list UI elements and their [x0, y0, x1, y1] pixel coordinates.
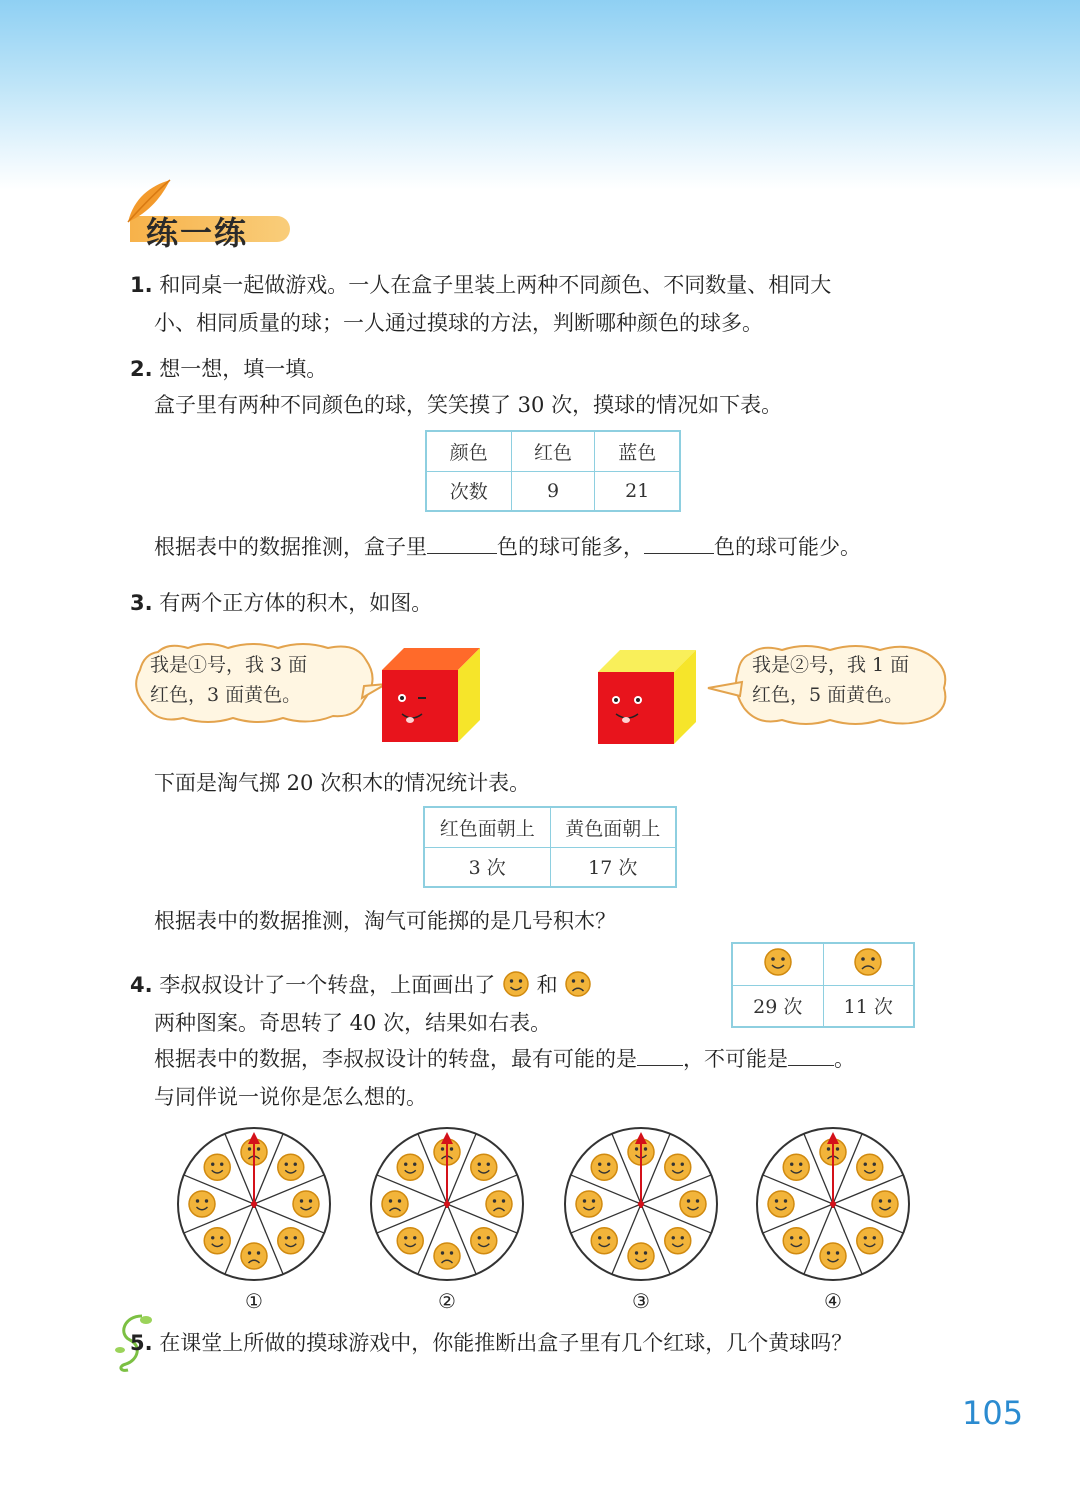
question-text: 小、相同质量的球；一人通过摸球的方法，判断哪种颜色的球多。 [154, 311, 763, 335]
spinner-4 [751, 1122, 915, 1286]
cube-toss-table [423, 806, 677, 888]
bubble-1-line1: 我是①号，我 3 面 [150, 654, 308, 676]
question-number: 5. [130, 1331, 153, 1355]
spinner-1 [172, 1122, 336, 1286]
smile-face-icon [872, 1191, 898, 1217]
smile-face-icon [857, 1228, 883, 1254]
spinner-hub [638, 1201, 644, 1207]
smile-face-icon [278, 1154, 304, 1180]
question-4-line2 [154, 1004, 551, 1042]
smile-face-icon [397, 1154, 423, 1180]
spinner-label-1: ① [245, 1289, 263, 1313]
ball-count-table [425, 430, 681, 512]
question-text: ，不可能是 [683, 1047, 788, 1071]
question-title: 有两个正方体的积木，如图。 [159, 591, 433, 615]
smile-face-icon [680, 1191, 706, 1217]
question-text: 盒子里有两种不同颜色的球，笑笑摸了 30 次，摸球的情况如下表。 [154, 393, 783, 417]
question-text: 两种图案。奇思转了 40 次，结果如右表。 [154, 1011, 552, 1035]
question-4 [130, 966, 592, 1004]
question-text: 与同伴说一说你是怎么想的。 [154, 1085, 427, 1109]
spinner-result-table [731, 942, 915, 1028]
question-title: 想一想，填一填。 [159, 357, 328, 381]
smile-face-icon [189, 1191, 215, 1217]
smile-face-icon [665, 1154, 691, 1180]
question-text: 下面是淘气掷 20 次积木的情况统计表。 [154, 771, 531, 795]
spinner-hub [251, 1201, 257, 1207]
question-2-intro [154, 386, 782, 424]
question-text: 色的球可能少。 [714, 535, 861, 559]
sad-face-icon [382, 1191, 408, 1217]
answer-blank[interactable] [644, 531, 714, 554]
table-cell: 21 [595, 471, 680, 511]
question-text: 根据表中的数据，李叔叔设计的转盘，最有可能的是 [154, 1047, 637, 1071]
cube-2-illustration [598, 650, 698, 746]
sad-face-icon [853, 947, 883, 977]
answer-blank[interactable] [427, 531, 497, 554]
table-cell: 颜色 [426, 431, 511, 471]
spinner-label-4: ④ [824, 1289, 842, 1313]
question-text: 和 [536, 973, 558, 997]
smile-face-icon [783, 1154, 809, 1180]
smile-face-icon [763, 947, 793, 977]
smile-face-icon [820, 1243, 846, 1269]
smile-face-icon [471, 1228, 497, 1254]
page-number: 105 [962, 1394, 1024, 1432]
smile-face-icon [576, 1191, 602, 1217]
table-cell: 29 次 [732, 985, 823, 1027]
question-1-line2 [154, 304, 763, 342]
sad-face-icon [486, 1191, 512, 1217]
bubble-2-line1: 我是②号，我 1 面 [752, 654, 910, 676]
question-text: 。 [834, 1047, 855, 1071]
question-1 [130, 266, 831, 304]
table-cell [732, 943, 823, 985]
question-text: 根据表中的数据推测，盒子里 [154, 535, 427, 559]
question-4-line3 [154, 1040, 855, 1078]
smile-face-icon [591, 1228, 617, 1254]
smile-face-icon [502, 970, 530, 998]
question-3 [130, 584, 432, 622]
question-number: 2. [130, 357, 153, 381]
smile-face-icon [665, 1228, 691, 1254]
section-heading [120, 178, 290, 258]
question-5 [130, 1324, 852, 1362]
question-text: 根据表中的数据推测，淘气可能掷的是几号积木？ [154, 909, 616, 933]
question-2-fill [154, 528, 861, 566]
bubble-1-line2: 红色，3 面黄色。 [150, 684, 302, 706]
sad-face-icon [434, 1243, 460, 1269]
table-cell: 11 次 [823, 985, 914, 1027]
table-cell: 次数 [426, 471, 511, 511]
question-text: 在课堂上所做的摸球游戏中，你能推断出盒子里有几个红球，几个黄球吗？ [159, 1331, 853, 1355]
smile-face-icon [857, 1154, 883, 1180]
sad-face-icon [564, 970, 592, 998]
table-cell: 蓝色 [595, 431, 680, 471]
answer-blank[interactable] [788, 1043, 834, 1066]
question-text: 李叔叔设计了一个转盘，上面画出了 [159, 973, 496, 997]
spinner-2 [365, 1122, 529, 1286]
bubble-2-line2: 红色，5 面黄色。 [752, 684, 904, 706]
sad-face-icon [241, 1243, 267, 1269]
table-cell: 红色面朝上 [424, 807, 550, 847]
table-cell: 17 次 [550, 847, 676, 887]
cube-1-illustration [382, 648, 482, 746]
spinner-hub [444, 1201, 450, 1207]
answer-blank[interactable] [637, 1043, 683, 1066]
smile-face-icon [204, 1228, 230, 1254]
smile-face-icon [783, 1228, 809, 1254]
smile-face-icon [628, 1243, 654, 1269]
table-cell: 3 次 [424, 847, 550, 887]
question-number: 3. [130, 591, 153, 615]
spinner-3 [559, 1122, 723, 1286]
table-cell [823, 943, 914, 985]
smile-face-icon [204, 1154, 230, 1180]
spinner-label-3: ③ [632, 1289, 650, 1313]
question-text: 色的球可能多， [497, 535, 644, 559]
spinner-label-2: ② [438, 1289, 456, 1313]
smile-face-icon [768, 1191, 794, 1217]
smile-face-icon [278, 1228, 304, 1254]
spinner-hub [830, 1201, 836, 1207]
question-3-intro [154, 764, 530, 802]
question-4-line4 [154, 1078, 427, 1116]
smile-face-icon [293, 1191, 319, 1217]
smile-face-icon [591, 1154, 617, 1180]
question-2 [130, 350, 327, 388]
smile-face-icon [471, 1154, 497, 1180]
table-cell: 9 [511, 471, 595, 511]
question-3-ask [154, 902, 616, 940]
question-text: 和同桌一起做游戏。一人在盒子里装上两种不同颜色、不同数量、相同大 [159, 273, 832, 297]
table-cell: 红色 [511, 431, 595, 471]
header-gradient-band [0, 0, 1080, 190]
table-cell: 黄色面朝上 [550, 807, 676, 847]
smile-face-icon [397, 1228, 423, 1254]
question-number: 4. [130, 973, 153, 997]
heading-title: 练一练 [146, 214, 249, 252]
question-number: 1. [130, 273, 153, 297]
